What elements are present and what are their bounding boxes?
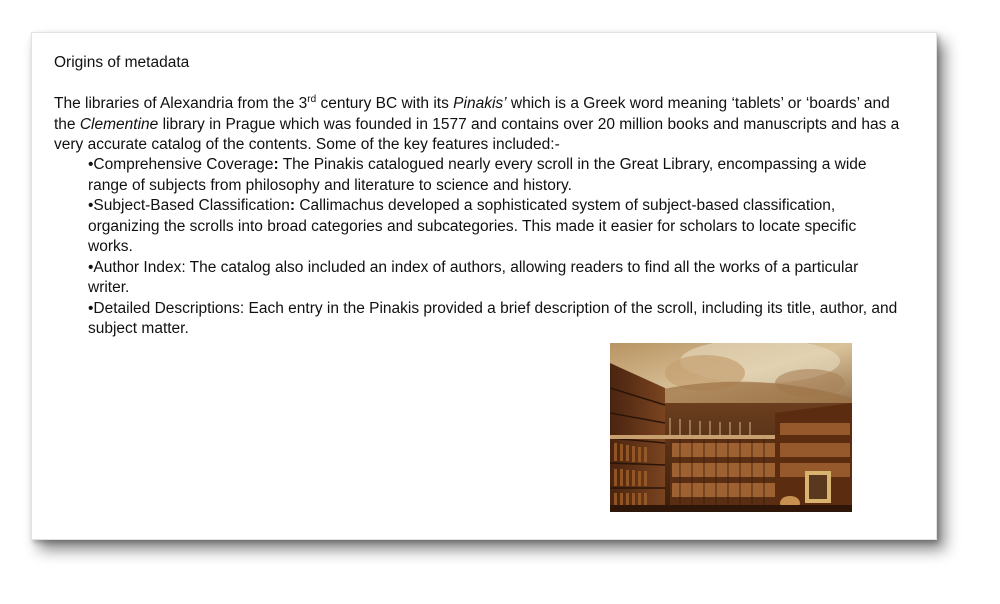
intro-superscript: rd	[307, 93, 317, 105]
feature-text: Callimachus developed a sophisticated system of subject-based classification, organizing the scrolls into broad categories and subcategories. This made it easier for scholars to locate specific works.	[88, 197, 857, 255]
slide	[31, 32, 937, 540]
feature-term: •Author Index	[88, 258, 182, 276]
intro-italic-clementine: Clementine	[79, 115, 159, 133]
feature-text: The catalog also included an index of authors, allowing readers to find all the works of a particular writer.	[88, 258, 859, 296]
intro-text-2: century BC with its	[316, 95, 454, 112]
feature-term: •Detailed Descriptions	[88, 299, 240, 317]
intro-text-3: which is a Greek word meaning ‘tablets’ or ‘boards’ and the	[54, 95, 890, 133]
feature-term: •Comprehensive Coverage	[88, 156, 274, 173]
slide-title: Origins of metadata	[54, 54, 190, 71]
feature-item	[88, 258, 900, 299]
feature-separator: :	[273, 156, 279, 173]
feature-item	[88, 196, 900, 258]
feature-item	[88, 299, 900, 340]
intro-italic-pinakis: Pinakis’	[453, 95, 507, 112]
feature-separator: :	[181, 258, 186, 276]
feature-text: The Pinakis catalogued nearly every scroll in the Great Library, encompassing a wide range of subjects from philosophy and literature to science and history.	[88, 156, 867, 194]
intro-paragraph	[54, 94, 904, 156]
feature-list	[88, 155, 900, 340]
feature-text: Each entry in the Pinakis provided a brief description of the scroll, including its title, author, and subject matter.	[88, 299, 898, 337]
intro-text-1: The libraries of Alexandria from the 3	[54, 95, 308, 112]
feature-item	[88, 155, 900, 196]
feature-separator: :	[239, 299, 245, 317]
library-hall-photo	[610, 343, 852, 512]
feature-term: •Subject-Based Classification	[88, 197, 290, 214]
intro-text-4: library in Prague which was founded in 1577 and contains over 20 million books and manuscripts and has a very accurate catalog of the contents. Some of the key features included:-	[54, 115, 900, 153]
feature-separator: :	[289, 197, 296, 214]
